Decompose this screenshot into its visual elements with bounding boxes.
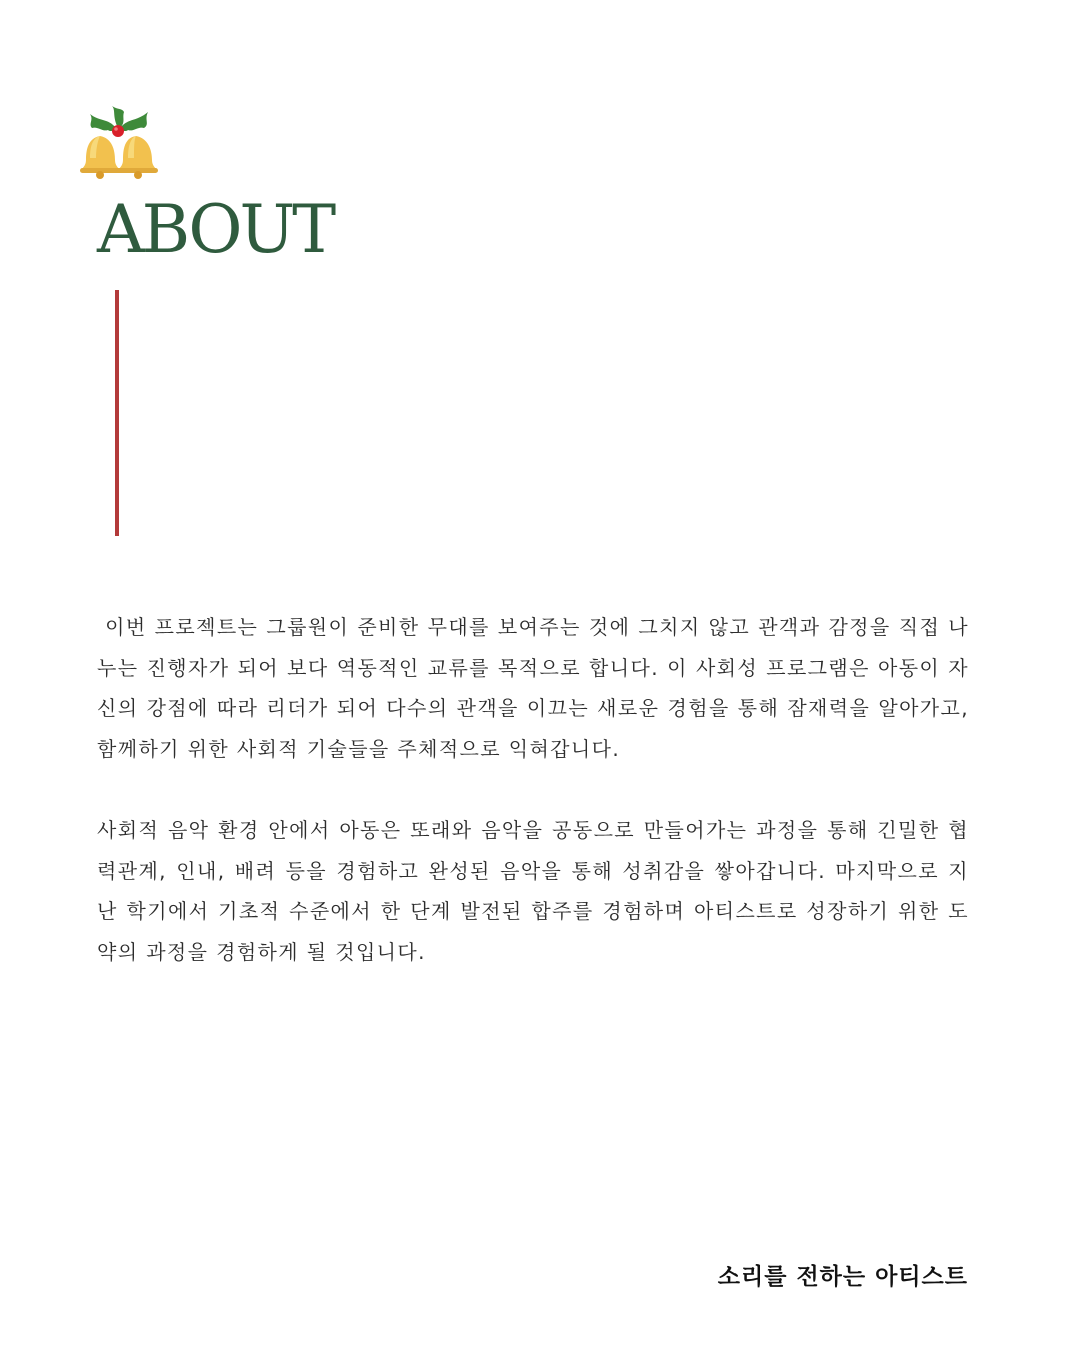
- christmas-bells-icon: [78, 104, 160, 182]
- page-title: ABOUT: [97, 191, 334, 268]
- footer-title: 소리를 전하는 아티스트: [717, 1264, 968, 1290]
- about-paragraph-1: 이번 프로젝트는 그룹원이 준비한 무대를 보여주는 것에 그치지 않고 관객과 감정을 직접 나누는 진행자가 되어 보다 역동적인 교류를 목적으로 합니다. 이 사회성 프로그램은 아동이 자신의 강점에 따라 리더가 되어 다수의 관객을 이끄는 새로운 경험을 통해 잠재력을 알아가고, 함께하기 위한 사회적 기술들을 주체적으로 익혀갑니다.: [97, 615, 977, 762]
- about-paragraph-2: 사회적 음악 환경 안에서 아동은 또래와 음악을 공동으로 만들어가는 과정을 통해 긴밀한 협력관계, 인내, 배려 등을 경험하고 완성된 음악을 통해 성취감을 쌓아갑니다. 마지막으로 지난 학기에서 기초적 수준에서 한 단계 발전된 합주를 경험하며 아티스트로 성장하기 위한 도약의 과정을 경험하게 될 것입니다.: [97, 818, 969, 965]
- accent-divider: [115, 290, 119, 536]
